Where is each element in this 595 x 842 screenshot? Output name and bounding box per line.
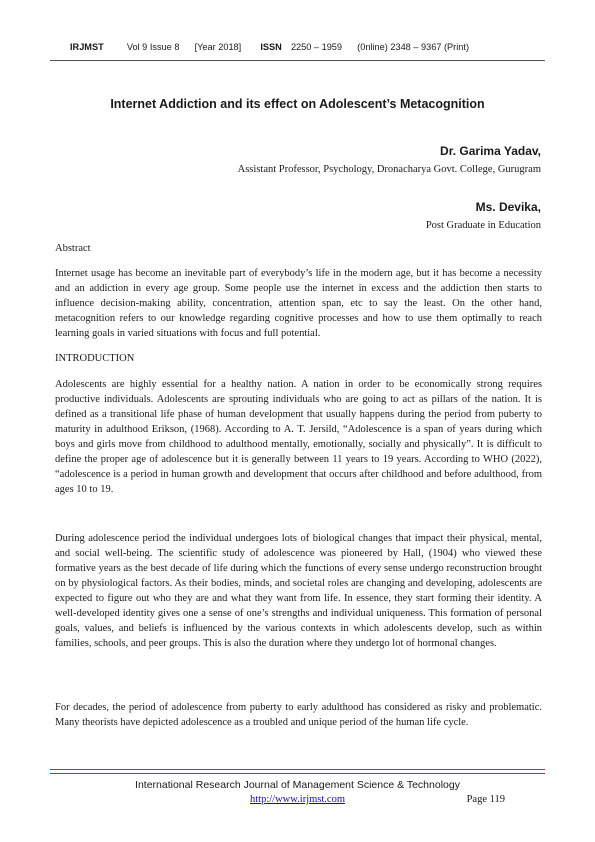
author-affiliation-2: Post Graduate in Education <box>425 220 541 231</box>
volume-issue: Vol 9 Issue 8 <box>126 42 180 52</box>
journal-website-link[interactable]: http://www.irjmst.com <box>250 794 345 805</box>
year: [Year 2018] <box>194 42 242 52</box>
abstract-heading: Abstract <box>55 243 91 254</box>
intro-paragraph-1: Adolescents are highly essential for a healthy nation. A nation in order to be economically strong requires productive individuals. Adolescents are sprouting individuals who are going to act as pillars of the nation. It is defined as a transitional life phase of human development that usually happens during the period from puberty to maturity in adulthood Erikson, (1968). According to A. T. Jersild, “Adolescence is a span of years during which boys and girls move from childhood to adulthood mentally, emotionally, socially and physically”. It is difficult to define the proper age of adolescence but it is generally between 11 years to 19 years. According to WHO (2022), “adolescence is a period in human growth and development that occurs after childhood and before adulthood, from ages 10 to 19. <box>55 379 542 495</box>
journal-abbrev: IRJMST <box>70 42 104 52</box>
footer-divider-bottom <box>50 773 545 774</box>
abstract-text: Internet usage has become an inevitable part of everybody’s life in the modern age, but it has become a necessity and an addiction in every age group. Some people use the internet in excess and the addiction then starts to influence decision-making ability, concentration, attention span, etc to say the least. On the other hand, metacognition refers to our knowledge regarding cognitive processes and how to use them optimally to reach learning goals in varied situations with focus and full potential. <box>55 268 542 339</box>
issn-online: (0nline) 2348 – 9367 (Print) <box>357 42 470 52</box>
running-header <box>70 42 540 52</box>
page-number: Page 119 <box>466 794 505 805</box>
paper-title: Internet Addiction and its effect on Adolescent’s Metacognition <box>110 97 485 111</box>
header-divider <box>50 60 545 61</box>
intro-paragraph-3: For decades, the period of adolescence from puberty to early adulthood has considered as risky and problematic. Many theorists have depicted adolescence as a troubled and unique period of the human life cycle. <box>55 702 542 728</box>
footer-journal-name: International Research Journal of Management Science & Technology <box>135 779 460 791</box>
introduction-heading: INTRODUCTION <box>55 353 135 364</box>
author-name-2: Ms. Devika, <box>475 200 541 214</box>
footer-divider-top <box>50 769 545 770</box>
author-affiliation-1: Assistant Professor, Psychology, Dronacharya Govt. College, Gurugram <box>237 164 541 175</box>
issn-print: 2250 – 1959 <box>290 42 343 52</box>
intro-paragraph-2: During adolescence period the individual undergoes lots of biological changes that impact their physical, mental, and social well-being. The scientific study of adolescence was pioneered by Hall, (1904) who viewed these formative years as the best decade of life during which the functions of every sense undergo reconstruction brought on by physiological factors. As their bodies, minds, and societal roles are changing and developing, adolescents are expected to figure out who they are and what they want from life. In essence, they start forming their identity. A well-developed identity gives one a sense of one’s strengths and individual uniqueness. This formation of personal goals, values, and beliefs is influenced by the various contexts in which adolescents develop, such as within families, schools, and peer groups. This is also the duration where they undergo lot of hormonal changes. <box>55 533 542 649</box>
author-name-1: Dr. Garima Yadav, <box>440 144 541 158</box>
issn-label: ISSN <box>260 42 282 52</box>
